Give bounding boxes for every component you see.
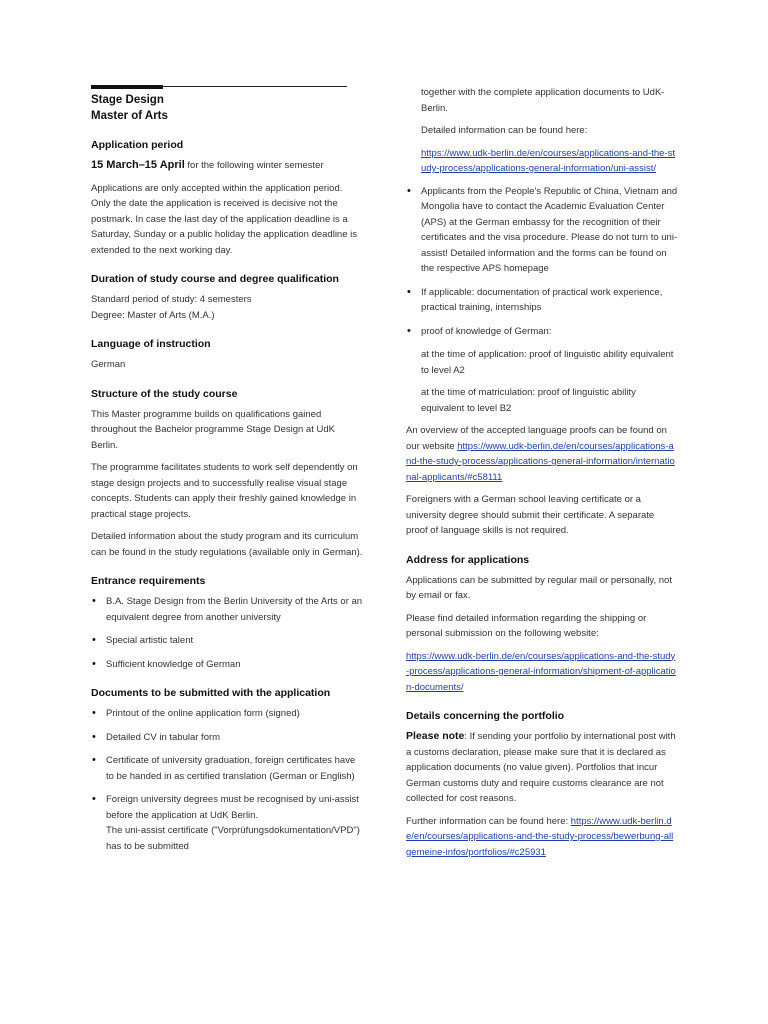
application-dates-suffix: for the following winter semester — [187, 160, 324, 171]
documents-continued: together with the complete application documents to UdK-Berlin. — [421, 87, 665, 114]
duration-degree: Degree: Master of Arts (M.A.) — [91, 309, 215, 321]
further-info-text: Further information can be found here: — [406, 815, 569, 827]
application-period-heading: Application period — [91, 139, 184, 151]
application-period-text: Applications are only accepted within the application period. Only the date the application is received is decisive not the postmark. In case the last day of the application deadline is a Saturday, Sunday or a public holiday the application deadline is extended to the next working day. — [91, 182, 357, 256]
section-language — [91, 337, 363, 373]
info-label: Detailed information can be found here: — [421, 125, 588, 136]
list-item: • Sufficient knowledge of German — [91, 657, 363, 673]
duration-period: Standard period of study: 4 semesters — [91, 294, 252, 305]
list-item: • If applicable: documentation of practical work experience, practical training, internships — [406, 285, 678, 316]
shipment-link-line — [406, 649, 678, 696]
program-name: Stage Design — [91, 94, 164, 106]
section-entrance — [91, 574, 363, 672]
list-item: • B.A. Stage Design from the Berlin University of the Arts or an equivalent degree from another university — [91, 594, 363, 625]
section-application-period — [91, 138, 363, 258]
structure-heading: Structure of the study course — [91, 387, 238, 400]
duration-heading: Duration of study course and degree qualification — [91, 273, 339, 285]
documents-list-continued — [406, 184, 678, 340]
documents-heading: Documents to be submitted with the application — [91, 687, 331, 699]
list-item: • Applicants from the People's Republic of China, Vietnam and Mongolia have to contact the Academic Evaluation Center (APS) at the German embassy for the recognition of their certificates and the visa procedure. Please do not turn to uni-assist! Detailed information and the forms can be found on the respective APS homepage — [406, 184, 678, 277]
portfolio-note — [406, 729, 678, 807]
portfolio-heading: Details concerning the portfolio — [406, 710, 565, 722]
address-heading: Address for applications — [406, 553, 530, 566]
degree-name: Master of Arts — [91, 110, 168, 122]
language-text: German — [91, 359, 126, 370]
entrance-heading: Entrance requirements — [91, 575, 206, 587]
language-proofs-link[interactable]: https://www.udk-berlin.de/en/courses/applications-and-the-study-process/applications-general-information/international-applicants/#c58111 — [406, 440, 675, 483]
entrance-list — [91, 594, 363, 672]
application-dates-line — [91, 158, 363, 174]
language-proof-overview — [406, 423, 678, 485]
structure-paragraph-3: Detailed information about the study program and its curriculum can be found in the study regulations (available only in German). — [91, 531, 363, 558]
foreigners-text: Foreigners with a German school leaving certificate or a university degree should submit their certificate. A separate proof of language skills is not required. — [406, 494, 655, 536]
please-note-text: : If sending your portfolio by international post with a customs declaration, please make sure that it is declared as application documents (no value given). Portfolios that incur German customs duty and require customs clearance are not collected for cost reasons. — [406, 731, 676, 804]
uni-assist-certificate-text: The uni-assist certificate ("Vorprüfungsdokumentation/VPD") has to be submitted — [106, 825, 360, 852]
section-portfolio — [406, 709, 678, 860]
page-title — [91, 92, 363, 124]
documents-list — [91, 706, 363, 854]
address-paragraph-2: Please find detailed information regarding the shipping or personal submission on the following website: — [406, 612, 647, 639]
header-rule-accent — [91, 85, 163, 89]
german-level-a2: at the time of application: proof of linguistic ability equivalent to level A2 — [421, 349, 674, 376]
please-note-label: Please note — [406, 730, 465, 742]
structure-paragraph-1: This Master programme builds on qualifications gained throughout the Bachelor programme Stage Design at UdK Berlin. — [91, 408, 335, 451]
portfolio-link[interactable]: https://www.udk-berlin.de/en/courses/applications-and-the-study-process/bewerbung-allgemeine-infos/portfolios/#c25931 — [406, 815, 674, 858]
structure-paragraph-2: The programme facilitates students to work self dependently on stage design projects and to successfully realise visual stage concepts. Students can apply their freshly gained knowledge in practical stage projects. — [91, 462, 358, 520]
list-item: • Printout of the online application form (signed) — [91, 706, 363, 722]
right-column — [406, 85, 678, 867]
language-heading: Language of instruction — [91, 338, 211, 350]
application-dates: 15 March–15 April — [91, 159, 185, 171]
section-structure — [91, 387, 363, 561]
left-column — [91, 92, 363, 862]
section-address — [406, 553, 678, 696]
address-paragraph-1: Applications can be submitted by regular mail or personally, not by email or fax. — [406, 574, 672, 601]
german-level-b2: at the time of matriculation: proof of linguistic ability equivalent to level B2 — [421, 387, 636, 414]
foreign-degree-text: Foreign university degrees must be recognised by uni-assist before the application at UdK Berlin. — [106, 794, 359, 821]
uni-assist-link[interactable]: https://www.udk-berlin.de/en/courses/applications-and-the-study-process/applications-general-information/uni-assist/ — [421, 147, 675, 174]
portfolio-further-info — [406, 814, 678, 861]
list-item: • Special artistic talent — [91, 633, 363, 649]
section-duration — [91, 272, 363, 323]
list-item: • Detailed CV in tabular form — [91, 730, 363, 746]
duration-text — [91, 292, 363, 323]
overview-text: An overview of the accepted language proofs can be found on our website — [406, 425, 667, 452]
list-item — [91, 792, 363, 854]
uni-assist-link-line — [406, 146, 678, 177]
list-item: • Certificate of university graduation, foreign certificates have to be handed in as certified translation (German or English) — [91, 753, 363, 784]
shipment-link[interactable]: https://www.udk-berlin.de/en/courses/applications-and-the-study-process/applications-general-information/shipment-of-application-documents/ — [406, 650, 676, 693]
section-documents — [91, 686, 363, 854]
list-item: • proof of knowledge of German: — [406, 324, 678, 340]
